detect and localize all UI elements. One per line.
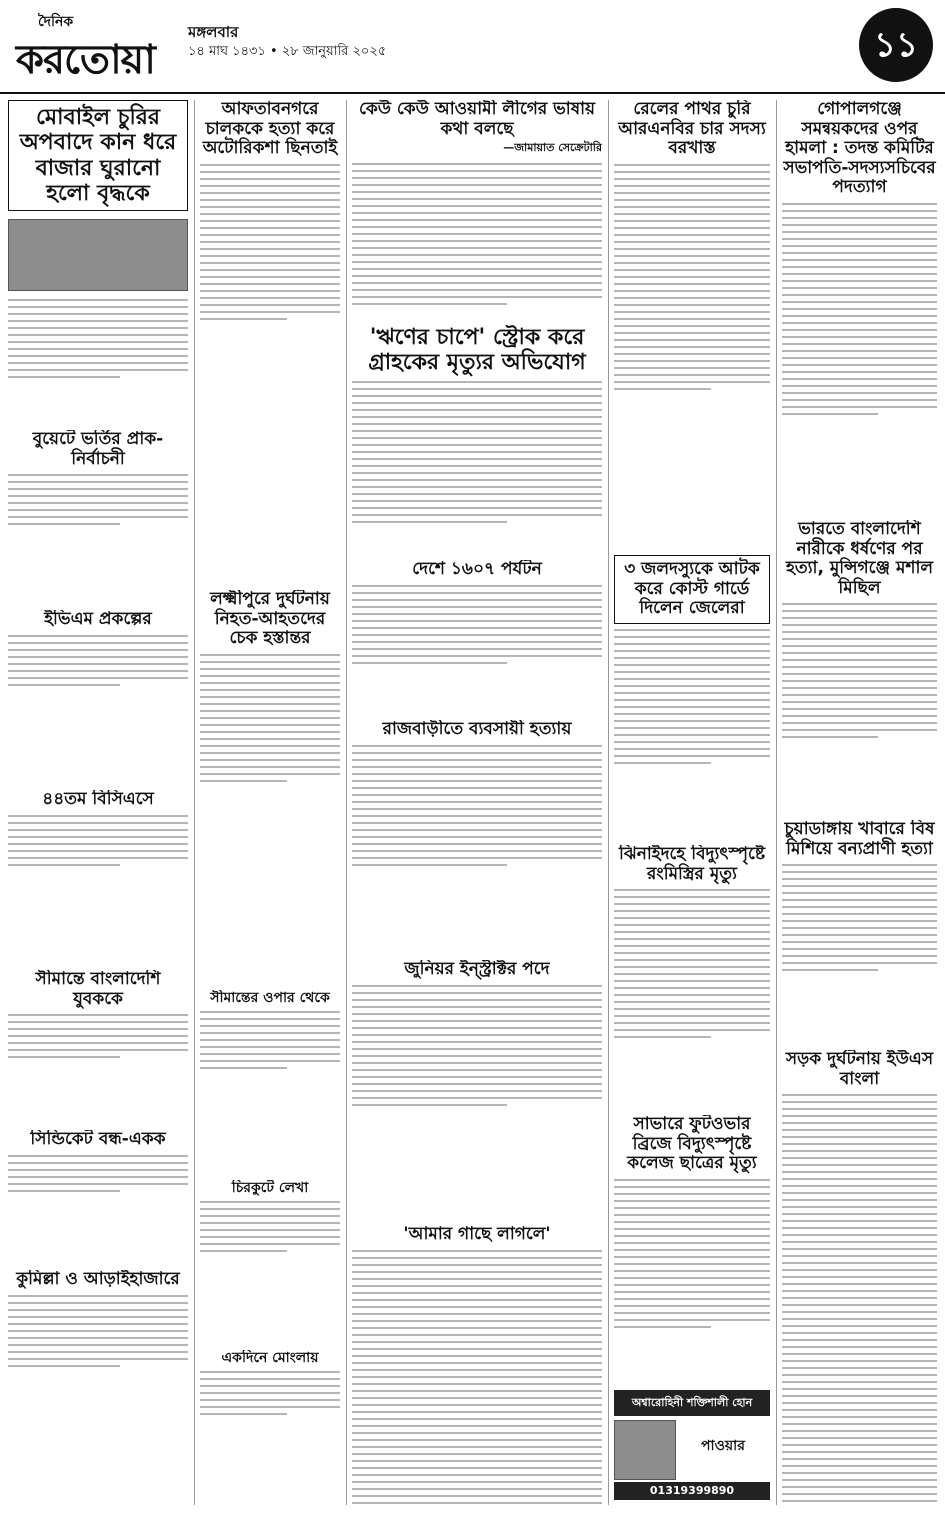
newspaper-logo <box>16 10 166 82</box>
story-feature <box>782 520 937 743</box>
body-text <box>8 299 188 378</box>
ad-phone: 01319399890 <box>614 1482 770 1500</box>
story <box>200 590 340 787</box>
ad-banner-text: অশ্বারোহিনী শক্তিশালী হোন <box>614 1390 770 1416</box>
headline: কুমিল্লা ও আড়াইহাজারে <box>16 1270 180 1289</box>
story <box>614 845 770 1043</box>
story <box>352 960 602 1111</box>
headline: জুনিয়র ইন্স্ট্রাক্টর পদে <box>404 960 550 979</box>
story <box>614 555 770 769</box>
story <box>352 100 602 310</box>
headline: সিন্ডিকেট বন্ধ-একক <box>30 1130 166 1149</box>
headline-kicker: —জামায়াত সেক্রেটারি <box>503 141 602 155</box>
horse-icon <box>614 1420 676 1480</box>
story <box>200 100 340 325</box>
page-number-badge: ১১ <box>859 8 933 82</box>
headline: আফতাবনগরে চালককে হত্যা করে অটোরিকশা ছিনতাই <box>202 100 338 159</box>
logo-small-text: দৈনিক <box>38 14 74 30</box>
headline: গোপালগঞ্জে সমন্বয়কদের ওপর হামলা : তদন্ত কমিটির সভাপতি-সদস্যসচিবের পদত্যাগ <box>783 100 936 198</box>
headline: ৪৪তম বিসিএসে <box>42 790 154 809</box>
weekday: মঙ্গলবার <box>188 23 239 41</box>
headline: 'আমার গাছে লাগলে' <box>403 1225 551 1244</box>
headline: ঝিনাইদহে বিদ্যুৎস্পৃষ্টে রংমিস্ত্রির মৃত্যু <box>618 845 766 884</box>
date-block <box>188 22 386 62</box>
story-lead <box>8 100 188 383</box>
headline: রেলের পাথর চুরি আরএনবির চার সদস্য বরখাস্ত <box>618 100 766 159</box>
headline: রাজবাড়ীতে ব্যবসায়ী হত্যায় <box>382 720 572 739</box>
story <box>8 970 188 1063</box>
headline: সীমান্তের ওপার থেকে <box>210 990 330 1006</box>
logo-big-text: করতোয়া <box>16 37 155 83</box>
story <box>200 990 340 1074</box>
headline: ৩ জলদস্যুকে আটক করে কোস্ট গার্ডে দিলেন জেলেরা <box>614 555 770 624</box>
story <box>8 1270 188 1372</box>
story <box>8 790 188 871</box>
masthead <box>0 0 945 94</box>
headline: সীমান্তে বাংলাদেশি যুবককে <box>35 970 161 1009</box>
column-2 <box>200 100 340 1505</box>
column-4 <box>614 100 770 1505</box>
story <box>782 100 937 420</box>
headline: ভারতে বাংলাদেশি নারীকে ধর্ষণের পর হত্যা, মুন্সিগঞ্জে মশাল মিছিল <box>785 520 934 598</box>
story <box>614 1115 770 1333</box>
column-5 <box>782 100 937 1505</box>
story-feature <box>352 325 602 528</box>
issue-dates: ১৪ মাঘ ১৪৩১ • ২৮ জানুয়ারি ২০২৫ <box>188 44 387 59</box>
headline: সড়ক দুর্ঘটনায় ইউএস বাংলা <box>785 1050 934 1089</box>
story <box>352 1225 602 1505</box>
story <box>782 1050 937 1505</box>
headline: বুয়েটে ভর্তির প্রাক-নির্বাচনী <box>32 430 164 469</box>
story <box>200 1180 340 1257</box>
story <box>200 1350 340 1420</box>
column-rule <box>776 100 777 1505</box>
column-rule <box>346 100 347 1505</box>
headline: চিরকুটে লেখা <box>231 1180 309 1196</box>
headline: দেশে ১৬০৭ পর্যটন <box>412 560 542 579</box>
story <box>352 560 602 669</box>
story <box>8 430 188 530</box>
headline: সাভারে ফুটওভার ব্রিজে বিদ্যুৎস্পৃষ্টে কলেজ ছাত্রের মৃত্যু <box>627 1115 757 1174</box>
story-photo <box>8 219 188 291</box>
headline: লক্ষ্মীপুরে দুর্ঘটনায় নিহত-আহতদের চেক হস্তান্তর <box>210 590 330 649</box>
story <box>8 1130 188 1197</box>
headline: ইভিএম প্রকল্পের <box>44 610 152 629</box>
headline: 'ঋণের চাপে' স্ট্রোক করে গ্রাহকের মৃত্যুর অভিযোগ <box>368 325 586 376</box>
headline: চুয়াডাঙ্গায় খাবারে বিষ মিশিয়ে বন্যপ্রাণী হত্যা <box>784 820 935 859</box>
advertisement <box>614 1390 770 1500</box>
ad-product-name: পাওয়ার <box>701 1438 745 1454</box>
story <box>782 820 937 976</box>
story <box>352 720 602 871</box>
column-rule <box>608 100 609 1505</box>
column-1 <box>8 100 188 1505</box>
story <box>8 610 188 691</box>
headline: কেউ কেউ আওয়ামী লীগের ভাষায় কথা বলছে <box>358 100 596 139</box>
headline: মোবাইল চুরির অপবাদে কান ধরে বাজার ঘুরানো হলো বৃদ্ধকে <box>8 100 188 211</box>
story <box>614 100 770 395</box>
column-3 <box>352 100 602 1505</box>
headline: একদিনে মোংলায় <box>221 1350 319 1366</box>
column-rule <box>194 100 195 1505</box>
